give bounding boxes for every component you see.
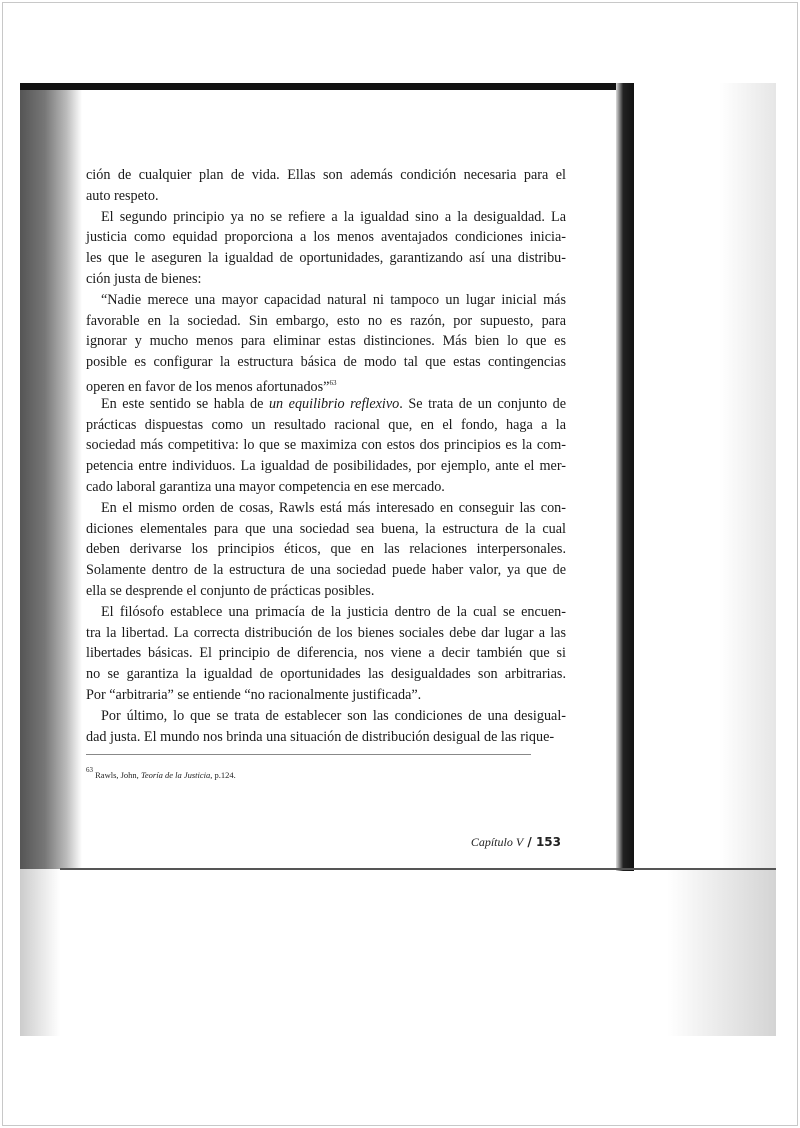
text-line	[86, 706, 566, 727]
text-line	[86, 477, 566, 498]
footnote-mark: 63	[86, 766, 93, 774]
text-line	[86, 727, 566, 748]
text-line	[86, 186, 566, 207]
line-text: les que le aseguren la igualdad de oportunidades, garantizando así una distribu-	[86, 250, 566, 267]
footnote-page: , p.124.	[210, 770, 236, 780]
text-line	[86, 290, 566, 311]
text-line	[86, 581, 566, 602]
emphasis-text: un equilibrio reflexivo	[268, 395, 400, 412]
text-line	[86, 539, 566, 560]
text-line	[86, 227, 566, 248]
line-text: deben derivarse los principios éticos, que en las relaciones interpersonales.	[86, 541, 566, 558]
text-line	[86, 311, 566, 332]
scanner-shade	[640, 870, 776, 1036]
text-line	[86, 248, 566, 269]
line-text: ella se desprende el conjunto de prácticas posibles.	[86, 582, 375, 599]
facing-page-area	[634, 83, 776, 869]
folio-separator: /	[523, 835, 536, 849]
text-line	[86, 560, 566, 581]
text-line	[86, 456, 566, 477]
text-line	[86, 394, 566, 415]
text-line	[86, 643, 566, 664]
line-text: auto respeto.	[86, 187, 159, 204]
line-text: tra la libertad. La correcta distribución de los bienes sociales debe dar lugar a las	[86, 624, 566, 641]
chapter-label: Capítulo V	[470, 835, 524, 849]
line-text: ción de cualquier plan de vida. Ellas son además condición necesaria para el	[86, 167, 566, 183]
page-frame	[2, 2, 798, 1126]
line-text: posible es configurar la estructura básica de modo tal que estas contingencias	[86, 354, 566, 371]
line-text: ignorar y mucho menos para eliminar estas distinciones. Más bien lo que es	[86, 333, 566, 350]
line-text: prácticas dispuestas como un resultado racional que, en el fondo, haga a la	[86, 416, 566, 433]
line-text: “Nadie merece una mayor capacidad natural ni tampoco un lugar inicial más	[101, 291, 566, 308]
page-number: 153	[535, 835, 561, 849]
text-line	[86, 435, 566, 456]
line-text: En este sentido se habla de	[101, 395, 269, 412]
line-text: operen en favor de los menos afortunados”	[86, 378, 330, 395]
line-text: petencia entre individuos. La igualdad de posibilidades, por ejemplo, ante el mer-	[86, 458, 566, 475]
footnote-rule	[86, 754, 531, 755]
text-line	[86, 373, 566, 394]
footnote-ref: 63	[329, 378, 337, 387]
footnote-title: Teoría de la Justicia	[140, 770, 211, 780]
line-text: Solamente dentro de la estructura de una sociedad puede haber valor, ya que de	[86, 562, 566, 579]
text-line	[86, 415, 566, 436]
text-line	[86, 207, 566, 228]
line-text: ción justa de bienes:	[86, 270, 202, 287]
book-gutter-shadow	[20, 83, 82, 869]
body-text	[86, 165, 566, 747]
line-text: Por “arbitraria” se entiende “no racionalmente justificada”.	[86, 686, 422, 703]
line-text: Por último, lo que se trata de establecer son las condiciones de una desigual-	[101, 707, 566, 724]
line-text: . Se trata de un conjunto de	[399, 395, 567, 412]
line-text: dad justa. El mundo nos brinda una situación de distribución desigual de las rique-	[86, 728, 555, 745]
text-line	[86, 165, 566, 186]
text-line	[86, 352, 566, 373]
text-line	[86, 498, 566, 519]
text-line	[86, 519, 566, 540]
line-text: diciones elementales para que una sociedad sea buena, la estructura de la cual	[86, 520, 566, 537]
running-footer	[471, 835, 561, 850]
footnote	[86, 766, 236, 780]
text-line	[86, 685, 566, 706]
line-text: sociedad más competitiva: lo que se maximiza con estos dos principios es la com-	[86, 437, 566, 454]
scanner-bed-shadow	[20, 869, 60, 1036]
line-text: no se garantiza la igualdad de oportunidades las desigualdades son arbitrarias.	[86, 666, 566, 683]
line-text: En el mismo orden de cosas, Rawls está más interesado en conseguir las con-	[101, 499, 566, 516]
text-line	[86, 664, 566, 685]
line-text: libertades básicas. El principio de diferencia, nos viene a decir también que si	[86, 645, 566, 662]
line-text: cado laboral garantiza una mayor competencia en ese mercado.	[86, 478, 445, 495]
line-text: El segundo principio ya no se refiere a la igualdad sino a la desigualdad. La	[101, 208, 566, 225]
text-line	[86, 602, 566, 623]
text-line	[86, 331, 566, 352]
line-text: El filósofo establece una primacía de la justicia dentro de la cual se encuen-	[101, 603, 566, 620]
page-edge-band	[616, 83, 634, 871]
line-text: justicia como equidad proporciona a los menos aventajados condiciones inicia-	[86, 229, 566, 246]
top-edge-band	[20, 83, 632, 90]
text-line	[86, 623, 566, 644]
text-line	[86, 269, 566, 290]
line-text: favorable en la sociedad. Sin embargo, esto no es razón, por supuesto, para	[86, 312, 566, 329]
footnote-author: Rawls, John,	[95, 770, 141, 780]
